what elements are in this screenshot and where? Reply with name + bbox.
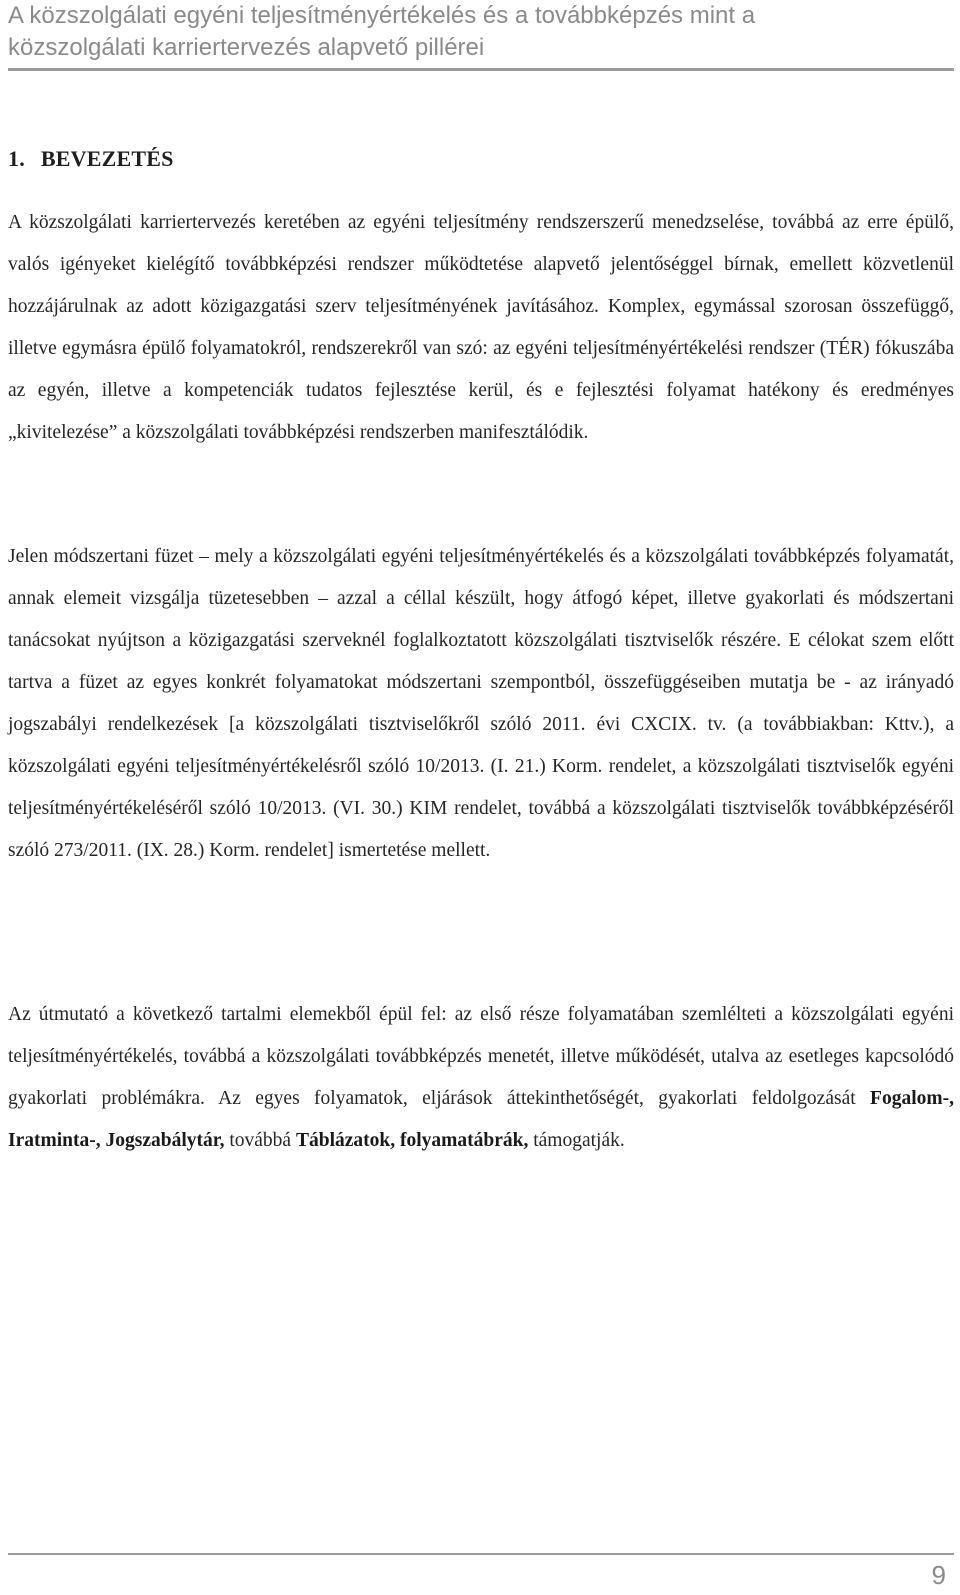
- paragraph-structure-ending: támogatják.: [528, 1130, 625, 1151]
- paragraph-structure: [8, 994, 954, 1162]
- paragraph-structure-connector: továbbá: [224, 1130, 296, 1151]
- running-header: A közszolgálati egyéni teljesítményértékelés és a továbbképzés mint a közszolgálati karriertervezés alapvető pillérei: [8, 2, 756, 61]
- section-title: BEVEZETÉS: [40, 146, 174, 171]
- paragraph-intro: A közszolgálati karriertervezés keretében az egyéni teljesítmény rendszerszerű menedzselése, továbbá az erre épülő, valós igényeket kielégítő továbbképzési rendszer működtetése alapvető jelentőséggel bírnak, emellett közvetlenül hozzájárulnak az adott közigazgatási szerv teljesítményének javításához. Komplex, egymással szorosan összefüggő, illetve egymásra épülő folyamatokról, rendszerekről van szó: az egyéni teljesítményértékelési rendszer (TÉR) fókuszába az egyén, illetve a kompetenciák tudatos fejlesztése kerül, és e fejlesztési folyamat hatékony és eredményes „kivitelezése” a közszolgálati továbbképzési rendszerben manifesztálódik.: [8, 212, 954, 443]
- paragraph-purpose: Jelen módszertani füzet – mely a közszolgálati egyéni teljesítményértékelés és a közszolgálati továbbképzés folyamatát, annak elemeit vizsgálja tüzetesebben – azzal a céllal készült, hogy átfogó képet, illetve gyakorlati és módszertani tanácsokat nyújtson a közigazgatási szerveknél foglalkoztatott közszolgálati tisztviselők részére. E célokat szem előtt tartva a füzet az egyes konkrét folyamatokat módszertani szempontból, összefüggéseiben mutatja be - az irányadó jogszabályi rendelkezések [a közszolgálati tisztviselőkről szóló 2011. évi CXCIX. tv. (a továbbiakban: Kttv.), a közszolgálati egyéni teljesítményértékelésről szóló 10/2013. (I. 21.) Korm. rendelet, a közszolgálati tisztviselők egyéni teljesítményértékeléséről szóló 10/2013. (VI. 30.) KIM rendelet, továbbá a közszolgálati tisztviselők továbbképzéséről szóló 273/2011. (IX. 28.) Korm. rendelet] ismertetése mellett.: [8, 546, 954, 861]
- header-divider: [8, 68, 954, 71]
- page-number: 9: [931, 1560, 946, 1590]
- paragraph-structure-bold-repositories: Fogalom-, Iratminta-, Jogszabálytár,: [8, 1088, 954, 1151]
- footer-divider: [8, 1553, 954, 1555]
- paragraph-structure-text: Az útmutató a következő tartalmi elemekből épül fel: az első része folyamatában szemlélteti a közszolgálati egyéni teljesítményértékelés, továbbá a közszolgálati továbbképzés menetét, illetve működését, utalva az esetleges kapcsolódó gyakorlati problémákra. Az egyes folyamatok, eljárások áttekinthetőségét, gyakorlati feldolgozását: [8, 1004, 954, 1109]
- section-number: 1.: [8, 146, 25, 171]
- paragraph-structure-bold-tables: Táblázatok, folyamatábrák,: [295, 1130, 529, 1151]
- section-heading: [8, 144, 174, 174]
